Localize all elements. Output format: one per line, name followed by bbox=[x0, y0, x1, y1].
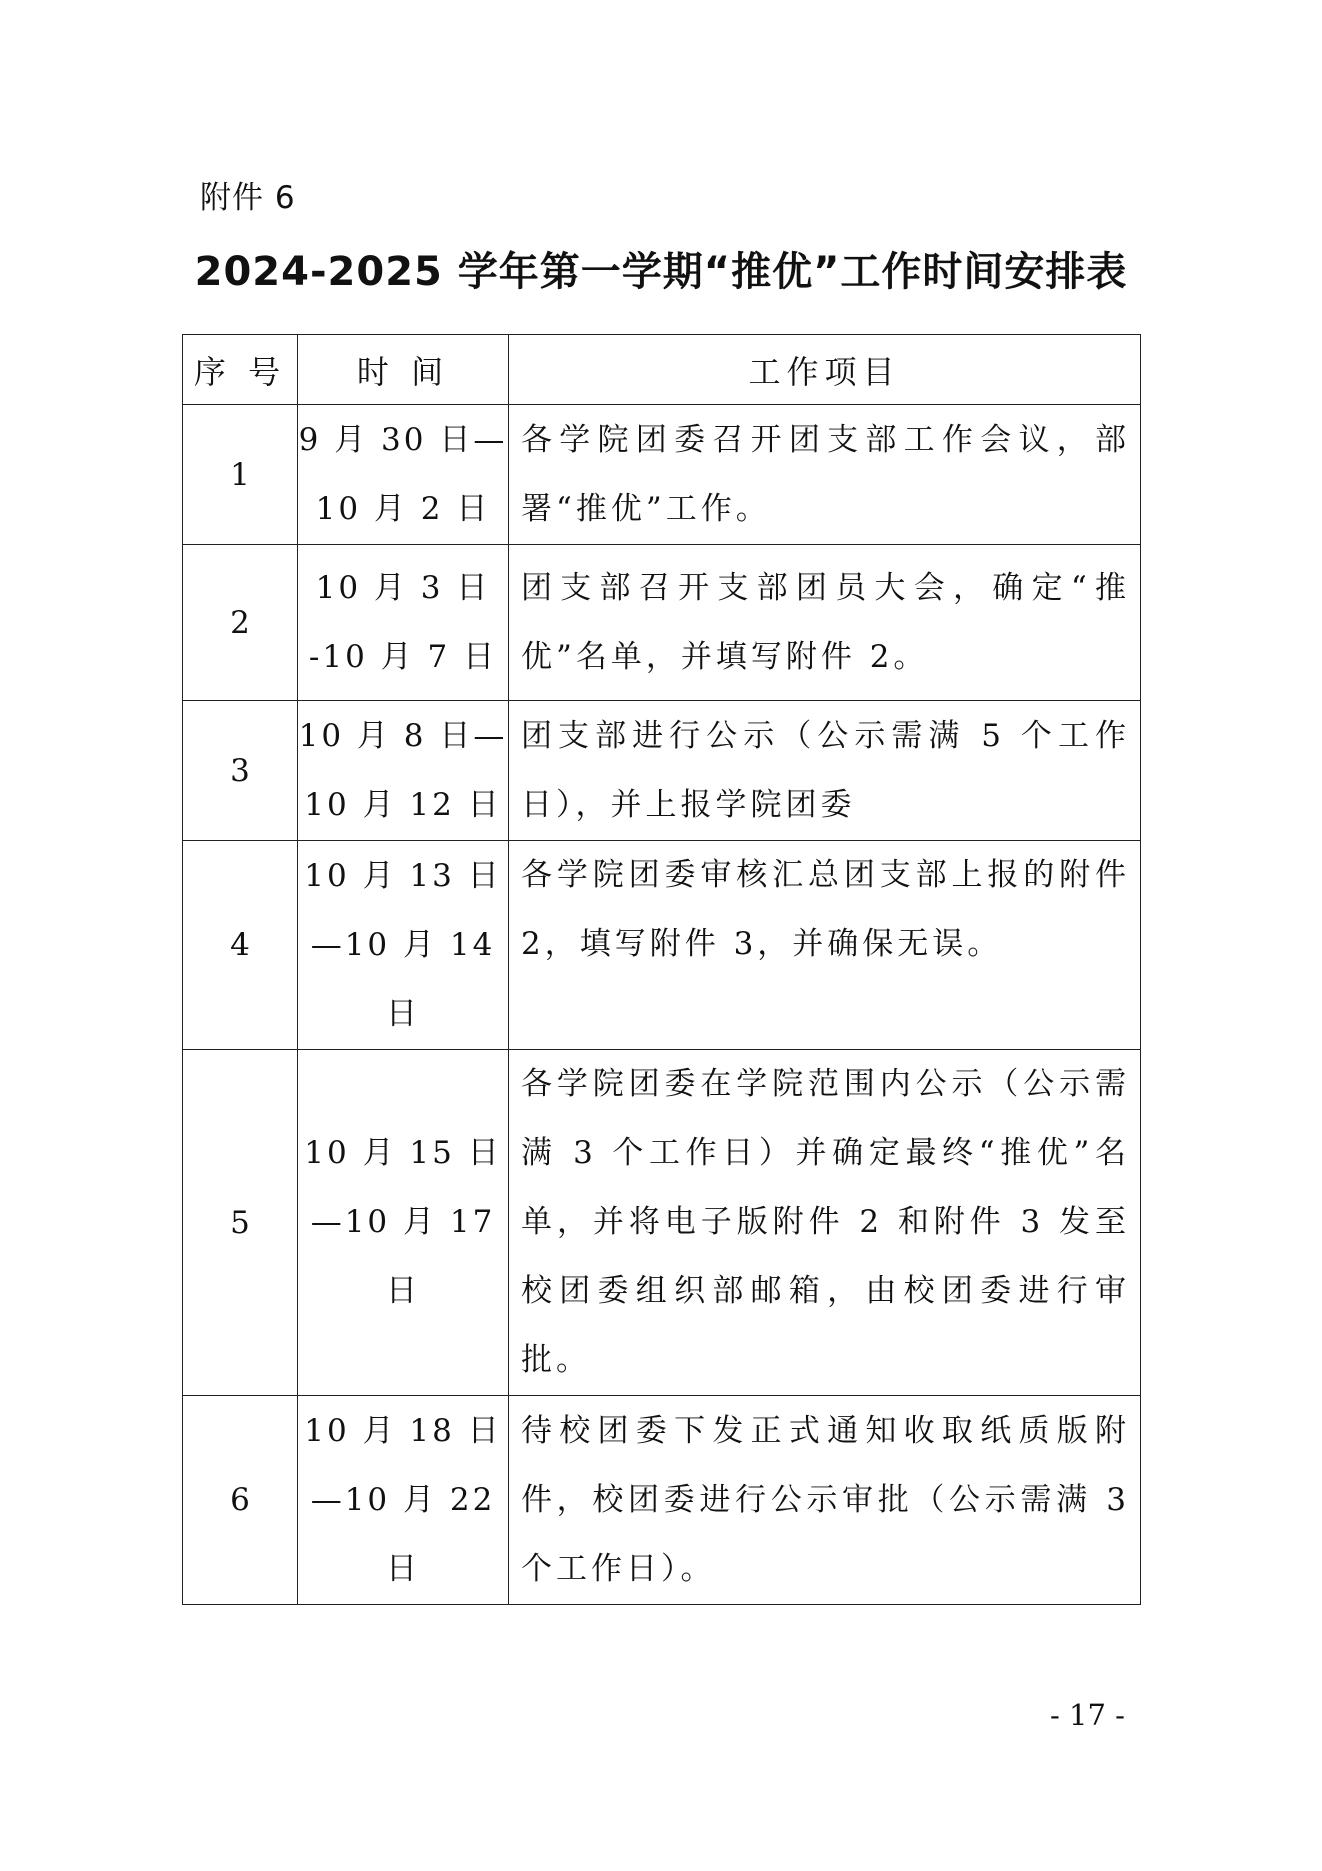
row-task: 各学院团委召开团支部工作会议，部署“推优”工作。 bbox=[509, 405, 1141, 545]
time-line: 10 月 8 日— bbox=[298, 717, 508, 754]
time-line: 10 月 12 日 bbox=[304, 786, 502, 823]
time-line: 日 bbox=[386, 1550, 420, 1587]
row-number: 3 bbox=[183, 701, 298, 841]
time-line: —10 月 22 bbox=[310, 1481, 496, 1518]
time-line: -10 月 7 日 bbox=[308, 638, 498, 675]
time-line: 10 月 15 日 bbox=[304, 1135, 502, 1171]
row-time bbox=[298, 701, 509, 841]
time-line: 10 月 3 日 bbox=[315, 569, 491, 606]
time-line: —10 月 14 bbox=[310, 926, 496, 963]
row-time bbox=[298, 545, 509, 701]
schedule-table bbox=[182, 334, 1141, 1605]
time-line: 日 bbox=[386, 995, 420, 1032]
row-number: 6 bbox=[183, 1396, 298, 1605]
row-task: 团支部召开支部团员大会，确定“推优”名单，并填写附件 2。 bbox=[509, 545, 1141, 701]
table-header-row bbox=[183, 335, 1141, 405]
document-title: 2024-2025 学年第一学期“推优”工作时间安排表 bbox=[194, 249, 1128, 295]
row-task: 各学院团委在学院范围内公示（公示需满 3 个工作日）并确定最终“推优”名单，并将电子版附件 2 和附件 3 发至校团委组织部邮箱，由校团委进行审批。 bbox=[509, 1050, 1141, 1396]
row-task: 各学院团委审核汇总团支部上报的附件 2，填写附件 3，并确保无误。 bbox=[509, 841, 1141, 1050]
time-line: 10 月 13 日 bbox=[304, 857, 502, 894]
page-number: - 17 - bbox=[1050, 1698, 1125, 1732]
table-row bbox=[183, 545, 1141, 701]
time-line: 10 月 2 日 bbox=[315, 490, 491, 527]
header-number: 序 号 bbox=[183, 335, 298, 405]
table-row bbox=[183, 1396, 1141, 1605]
row-task: 待校团委下发正式通知收取纸质版附件，校团委进行公示审批（公示需满 3 个工作日）。 bbox=[509, 1396, 1141, 1605]
header-task: 工作项目 bbox=[509, 335, 1141, 405]
table-row bbox=[183, 841, 1141, 1050]
row-time bbox=[298, 1050, 509, 1396]
table-row bbox=[183, 701, 1141, 841]
time-line: 9 月 30 日— bbox=[298, 421, 508, 458]
row-time bbox=[298, 1396, 509, 1605]
attachment-label: 附件 6 bbox=[200, 180, 296, 216]
table-row bbox=[183, 405, 1141, 545]
row-time bbox=[298, 405, 509, 545]
time-line: 日 bbox=[386, 1273, 420, 1309]
row-number: 5 bbox=[183, 1050, 298, 1396]
table-row bbox=[183, 1050, 1141, 1396]
row-number: 1 bbox=[183, 405, 298, 545]
time-line: —10 月 17 bbox=[310, 1204, 496, 1240]
row-time bbox=[298, 841, 509, 1050]
row-task: 团支部进行公示（公示需满 5 个工作日），并上报学院团委 bbox=[509, 701, 1141, 841]
time-line: 10 月 18 日 bbox=[304, 1412, 502, 1449]
row-number: 4 bbox=[183, 841, 298, 1050]
row-number: 2 bbox=[183, 545, 298, 701]
header-time: 时 间 bbox=[298, 335, 509, 405]
